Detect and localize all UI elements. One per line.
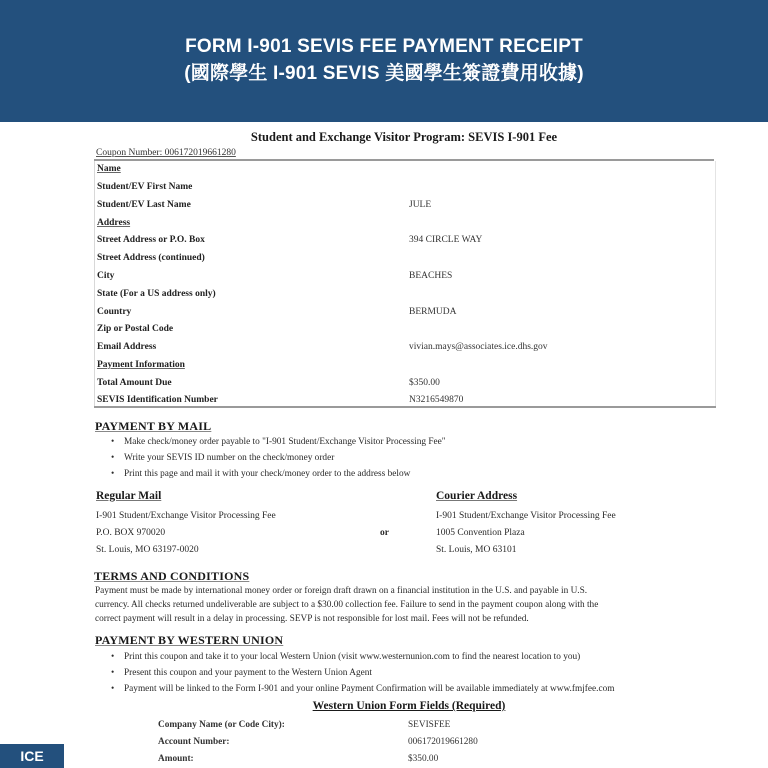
list-item xyxy=(108,649,720,665)
coupon-number: Coupon Number: 006172019661280 xyxy=(96,148,236,158)
bullet-text: Print this coupon and take it to your local Western Union (visit www.westernunion.com to find the nearest location to you) xyxy=(124,652,581,662)
wu-field-row xyxy=(158,754,558,768)
western-union-heading: PAYMENT BY WESTERN UNION xyxy=(95,633,284,647)
bullet-icon: • xyxy=(111,652,115,662)
payment-by-mail-heading: PAYMENT BY MAIL xyxy=(95,419,212,433)
field-label: Amount: xyxy=(158,754,194,764)
row-value: vivian.mays@associates.ice.dhs.gov xyxy=(409,342,548,352)
courier-line: I-901 Student/Exchange Visitor Processing Fee xyxy=(436,511,616,521)
bullet-text: Payment will be linked to the Form I-901 and your online Payment Confirmation will be available immediately at www.fmjfee.com xyxy=(124,684,615,694)
mail-instructions xyxy=(108,434,446,482)
row-label: Country xyxy=(97,307,132,317)
wu-field-row xyxy=(158,720,558,734)
bullet-text: Print this page and mail it with your check/money order to the address below xyxy=(124,469,411,479)
info-row xyxy=(97,342,707,356)
divider xyxy=(94,406,716,408)
row-value: JULE xyxy=(409,200,432,210)
bullet-icon: • xyxy=(111,437,115,447)
list-item xyxy=(108,466,446,482)
row-label: City xyxy=(97,271,115,281)
western-union-form-title: Western Union Form Fields (Required) xyxy=(312,700,506,712)
info-row xyxy=(97,218,707,232)
row-label: Student/EV First Name xyxy=(97,182,193,192)
receipt-document xyxy=(0,122,768,768)
row-value: 394 CIRCLE WAY xyxy=(409,235,483,245)
info-row xyxy=(97,200,707,214)
ice-badge: ICE xyxy=(0,744,64,768)
row-value: $350.00 xyxy=(409,378,440,388)
regular-mail-line: I-901 Student/Exchange Visitor Processing Fee xyxy=(96,511,276,521)
list-item xyxy=(108,450,446,466)
courier-address-heading: Courier Address xyxy=(436,490,518,502)
row-label: Total Amount Due xyxy=(97,378,172,388)
banner-subtitle: (國際學生 I-901 SEVIS 美國學生簽證費用收據) xyxy=(184,63,584,84)
info-row xyxy=(97,271,707,285)
info-row xyxy=(97,360,707,374)
row-label: State (For a US address only) xyxy=(97,289,216,299)
bullet-icon: • xyxy=(111,668,115,678)
bullet-icon: • xyxy=(111,684,115,694)
terms-line: currency. All checks returned undeliverable are subject to a $30.00 collection fee. Failure to send in the payment coupon along with the xyxy=(95,600,599,610)
western-union-instructions xyxy=(108,649,720,697)
info-row xyxy=(97,307,707,321)
banner-title: FORM I-901 SEVIS FEE PAYMENT RECEIPT xyxy=(185,36,583,57)
row-label: Street Address (continued) xyxy=(97,253,205,263)
bullet-text: Write your SEVIS ID number on the check/money order xyxy=(124,453,335,463)
terms-heading: TERMS AND CONDITIONS xyxy=(94,569,250,583)
field-value: 006172019661280 xyxy=(408,737,478,747)
row-value: N3216549870 xyxy=(409,395,464,405)
row-label: Zip or Postal Code xyxy=(97,324,174,334)
field-label: Company Name (or Code City): xyxy=(158,720,285,730)
list-item xyxy=(108,434,446,450)
info-row xyxy=(97,253,707,267)
regular-mail-line: St. Louis, MO 63197-0020 xyxy=(96,545,199,555)
terms-line: correct payment will result in a delay in processing. SEVP is not responsible for lost mail. Fees will not be refunded. xyxy=(95,614,529,624)
info-row xyxy=(97,289,707,303)
courier-line: St. Louis, MO 63101 xyxy=(436,545,517,555)
list-item xyxy=(108,665,720,681)
bullet-text: Present this coupon and your payment to the Western Union Agent xyxy=(124,668,372,678)
regular-mail-line: P.O. BOX 970020 xyxy=(96,528,166,538)
courier-line: 1005 Convention Plaza xyxy=(436,528,525,538)
terms-paragraph xyxy=(95,584,715,626)
row-label: Street Address or P.O. Box xyxy=(97,235,205,245)
row-label: SEVIS Identification Number xyxy=(97,395,218,405)
section-label: Payment Information xyxy=(97,360,185,370)
row-value: BEACHES xyxy=(409,271,453,281)
row-label: Student/EV Last Name xyxy=(97,200,191,210)
receipt-title: Student and Exchange Visitor Program: SEVIS I-901 Fee xyxy=(250,130,558,144)
info-row xyxy=(97,164,707,178)
bullet-icon: • xyxy=(111,469,115,479)
info-row xyxy=(97,182,707,196)
info-table xyxy=(94,161,716,407)
info-row xyxy=(97,235,707,249)
wu-field-row xyxy=(158,737,558,751)
row-value: BERMUDA xyxy=(409,307,457,317)
field-label: Account Number: xyxy=(158,737,230,747)
info-row xyxy=(97,378,707,392)
header-banner xyxy=(0,0,768,122)
info-row xyxy=(97,324,707,338)
regular-mail-heading: Regular Mail xyxy=(96,490,162,502)
bullet-icon: • xyxy=(111,453,115,463)
list-item xyxy=(108,681,720,697)
terms-line: Payment must be made by international money order or foreign draft drawn on a financial institution in the U.S. and payable in U.S. xyxy=(95,586,588,596)
or-label: or xyxy=(380,528,389,538)
section-label: Address xyxy=(97,218,131,228)
field-value: $350.00 xyxy=(408,754,439,764)
section-label: Name xyxy=(97,164,121,174)
row-label: Email Address xyxy=(97,342,157,352)
bullet-text: Make check/money order payable to "I-901 Student/Exchange Visitor Processing Fee" xyxy=(124,437,446,447)
field-value: SEVISFEE xyxy=(408,720,451,730)
